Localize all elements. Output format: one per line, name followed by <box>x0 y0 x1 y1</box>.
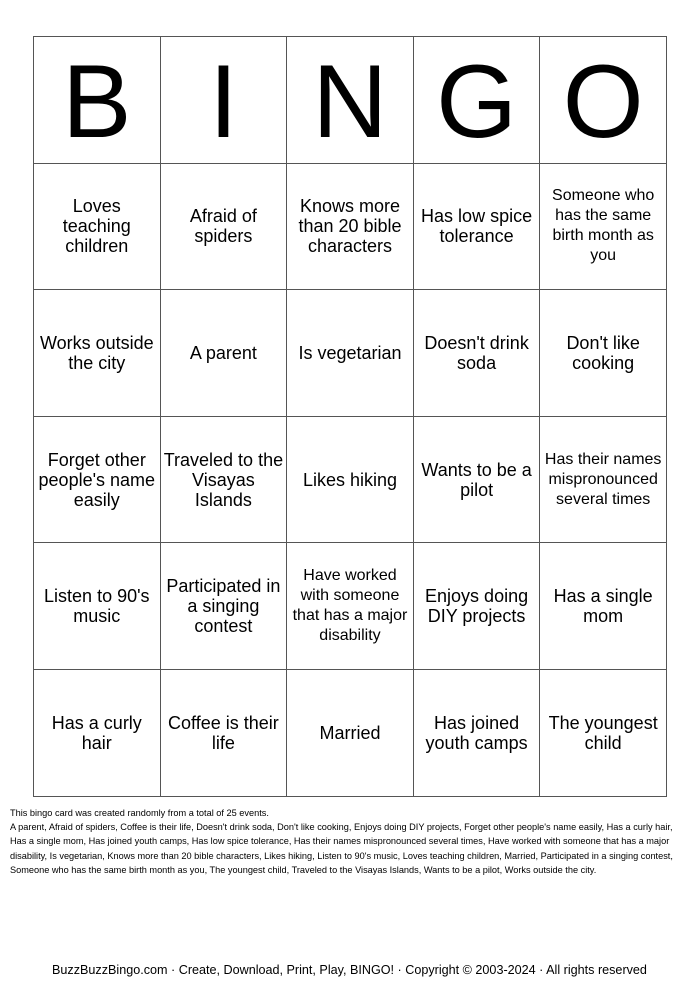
bingo-cell: Knows more than 20 bible characters <box>287 163 414 290</box>
bingo-cell: Listen to 90's music <box>34 543 161 670</box>
bingo-cell: Participated in a singing contest <box>160 543 287 670</box>
bingo-cell: Has a single mom <box>540 543 667 670</box>
bingo-cell: Enjoys doing DIY projects <box>413 543 540 670</box>
bingo-cell: Have worked with someone that has a major disability <box>287 543 414 670</box>
card-info <box>10 806 690 877</box>
card-row <box>34 163 667 290</box>
bingo-cell: Works outside the city <box>34 290 161 417</box>
bingo-cell: The youngest child <box>540 669 667 796</box>
bingo-card <box>33 36 667 797</box>
info-summary: This bingo card was created randomly from a total of 25 events. <box>10 808 269 818</box>
header-letter-o: O <box>540 37 667 164</box>
footer-copyright: BuzzBuzzBingo.com · Create, Download, Print, Play, BINGO! · Copyright © 2003-2024 · All rights reserved <box>52 963 647 977</box>
bingo-cell: Likes hiking <box>287 416 414 543</box>
header-letter-i: I <box>160 37 287 164</box>
bingo-cell: Forget other people's name easily <box>34 416 161 543</box>
bingo-cell: Traveled to the Visayas Islands <box>160 416 287 543</box>
header-letter-g: G <box>413 37 540 164</box>
card-row <box>34 669 667 796</box>
bingo-cell: Doesn't drink soda <box>413 290 540 417</box>
card-row <box>34 290 667 417</box>
header-letter-b: B <box>34 37 161 164</box>
bingo-cell: Wants to be a pilot <box>413 416 540 543</box>
card-row <box>34 416 667 543</box>
header-letter-n: N <box>287 37 414 164</box>
bingo-cell: Coffee is their life <box>160 669 287 796</box>
card-row <box>34 543 667 670</box>
bingo-cell: Has a curly hair <box>34 669 161 796</box>
bingo-cell: Don't like cooking <box>540 290 667 417</box>
header-row <box>34 37 667 164</box>
bingo-cell: Afraid of spiders <box>160 163 287 290</box>
bingo-cell: A parent <box>160 290 287 417</box>
bingo-cell: Is vegetarian <box>287 290 414 417</box>
bingo-cell: Someone who has the same birth month as you <box>540 163 667 290</box>
bingo-cell: Has low spice tolerance <box>413 163 540 290</box>
bingo-cell: Loves teaching children <box>34 163 161 290</box>
bingo-cell: Has joined youth camps <box>413 669 540 796</box>
bingo-cell: Married <box>287 669 414 796</box>
info-events-list: A parent, Afraid of spiders, Coffee is their life, Doesn't drink soda, Don't like cooking, Enjoys doing DIY projects, Forget other people's name easily, Has a curly hair, Has a single mom, Has joined youth camps, Has low spice tolerance, Has their names mispronounced several times, Have worked with someone that has a major disability, Is vegetarian, Knows more than 20 bible characters, Likes hiking, Listen to 90's music, Loves teaching children, Married, Participated in a singing contest, Someone who has the same birth month as you, The youngest child, Traveled to the Visayas Islands, Wants to be a pilot, Works outside the city. <box>10 822 673 875</box>
bingo-cell: Has their names mispronounced several times <box>540 416 667 543</box>
